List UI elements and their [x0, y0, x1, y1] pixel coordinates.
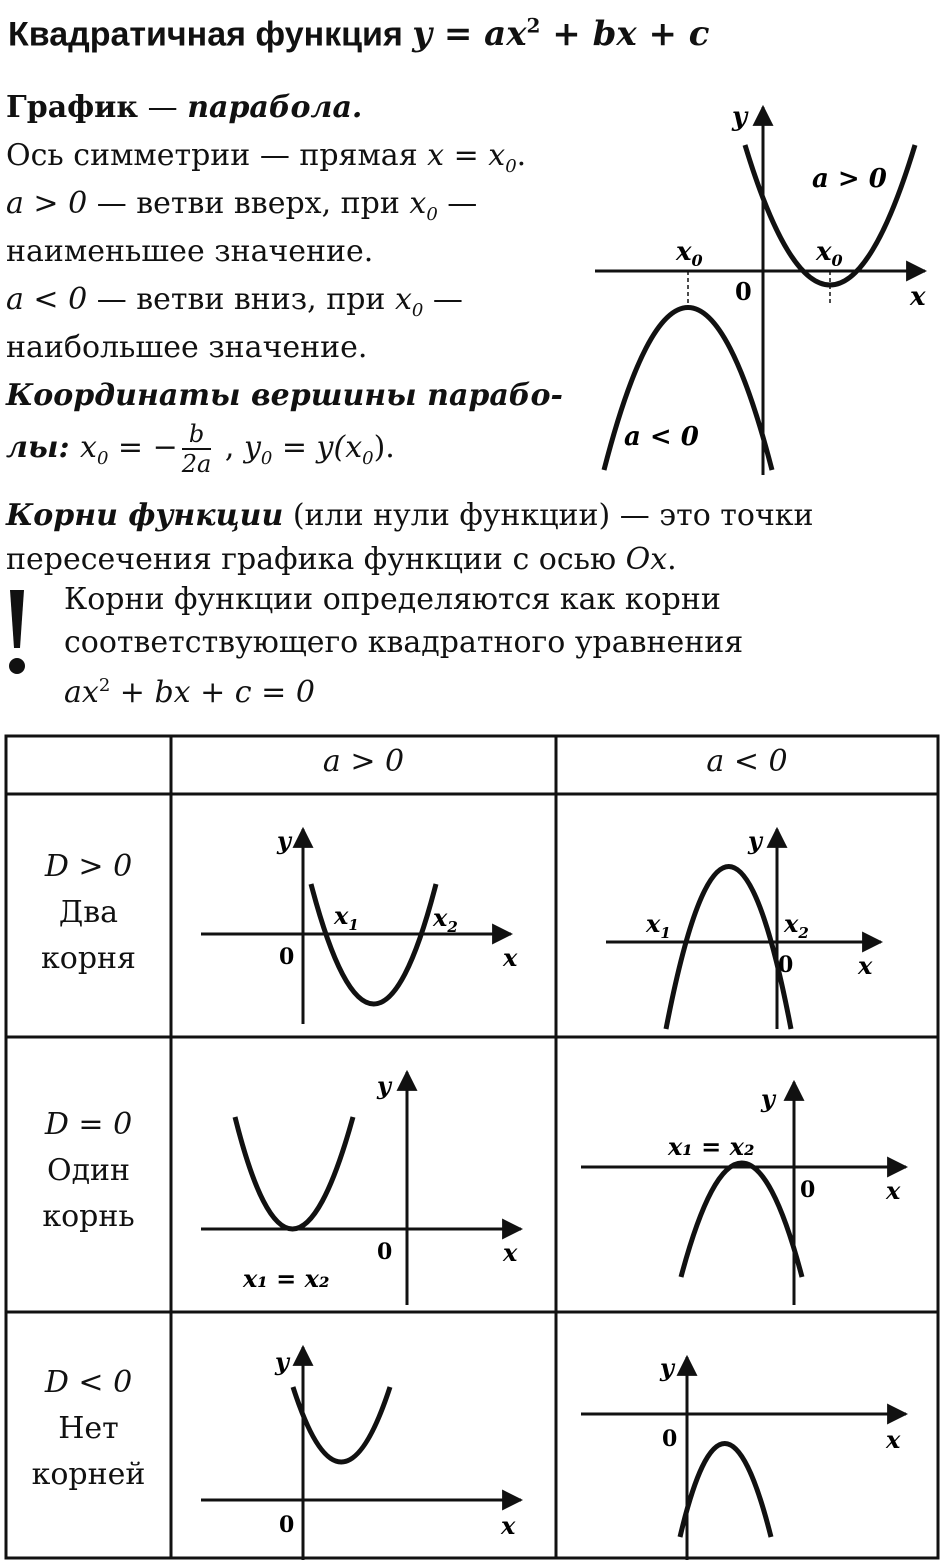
header-a-negative: a < 0 [706, 744, 788, 779]
a-positive-label: a > 0 [812, 164, 887, 194]
graph-d-positive-a-negative [556, 794, 938, 1037]
svg-text:y: y [377, 1071, 391, 1100]
row-d-positive-label: D > 0 Два корня [41, 849, 136, 976]
note-line-2: соответствующего квадратного уравнения [64, 625, 744, 660]
x0-right-label: $x_0$ [816, 237, 843, 270]
svg-text:0: 0 [800, 1177, 816, 1203]
roots-line-2: пересечения графика функции с осью Ox. [6, 542, 677, 577]
roots-definition [6, 494, 936, 582]
graph-line: График — парабола. [6, 90, 363, 125]
svg-text:x2: $x_2$ [784, 909, 809, 942]
intro-text [6, 84, 596, 476]
note-equation: $ax^2$ + bx + c = 0 [64, 675, 315, 710]
svg-text:0: 0 [279, 1512, 295, 1538]
page-title [8, 2, 938, 55]
y-label: y [732, 102, 748, 132]
graph-d-zero-a-positive [171, 1037, 556, 1312]
axis-line: Ось симметрии — прямая $x = x_0$. [6, 138, 527, 177]
a-negative-label: a < 0 [624, 422, 699, 452]
note-line-1: Корни функции определяются как корни [64, 582, 721, 617]
graph-d-positive-a-positive [171, 794, 556, 1037]
roots-line-1: Корни функции (или нули функции) — это точки [6, 498, 814, 533]
svg-text:x: x [503, 1238, 518, 1267]
svg-text:x: x [501, 1511, 516, 1540]
exclamation-icon [2, 586, 32, 678]
svg-text:0: 0 [662, 1426, 678, 1452]
svg-text:0: 0 [778, 952, 794, 978]
svg-text:x1: $x_1$ [334, 901, 359, 934]
graph-d-zero-a-negative [556, 1037, 938, 1312]
title-text: Квадратичная функция [8, 15, 403, 54]
svg-text:0: 0 [279, 944, 295, 970]
row-d-negative-label: D < 0 Нет корней [31, 1365, 146, 1492]
svg-text:x2: $x_2$ [433, 903, 458, 936]
svg-text:x: x [858, 951, 873, 980]
graph-d-negative-a-negative [556, 1312, 938, 1561]
vertex-fraction: $\frac{b}{2a}$ [181, 420, 212, 478]
header-a-positive: a > 0 [322, 744, 405, 779]
svg-text:y: y [275, 1347, 289, 1376]
svg-text:x₁ = x₂: x₁ = x₂ [668, 1132, 755, 1161]
svg-text:0: 0 [377, 1239, 393, 1265]
svg-text:y: y [761, 1084, 775, 1113]
down-line-2: наибольшее значение. [6, 330, 368, 365]
svg-text:x: x [503, 943, 518, 972]
svg-text:x₁ = x₂: x₁ = x₂ [243, 1264, 330, 1293]
origin-label: 0 [735, 277, 752, 306]
up-line: a > 0 — ветви вверх, при $x_0$ — [6, 186, 478, 225]
main-parabola-graph [590, 95, 940, 480]
vertex-line-1: Координаты вершины парабо- [6, 378, 563, 413]
x-label: x [910, 282, 926, 312]
up-line-2: наименьшее значение. [6, 234, 374, 269]
vertex-line-2: лы: $x_0$ = − $\frac{b}{2a}$ , $y_0 = y(x_0)$. [6, 420, 395, 478]
svg-text:y: y [660, 1353, 674, 1382]
svg-text:x: x [886, 1425, 901, 1454]
title-formula: $y = ax^2$ + bx + c [412, 14, 710, 55]
svg-text:y: y [277, 826, 291, 855]
roots-note [64, 578, 924, 714]
svg-text:y: y [748, 826, 762, 855]
row-d-zero-label: D = 0 Один корнь [42, 1107, 135, 1234]
svg-text:x1: $x_1$ [646, 909, 671, 942]
down-line: a < 0 — ветви вниз, при $x_0$ — [6, 282, 463, 321]
discriminant-table [0, 732, 943, 1561]
graph-d-negative-a-positive [171, 1312, 556, 1561]
svg-text:x: x [886, 1176, 901, 1205]
x0-left-label: $x_0$ [676, 237, 703, 270]
